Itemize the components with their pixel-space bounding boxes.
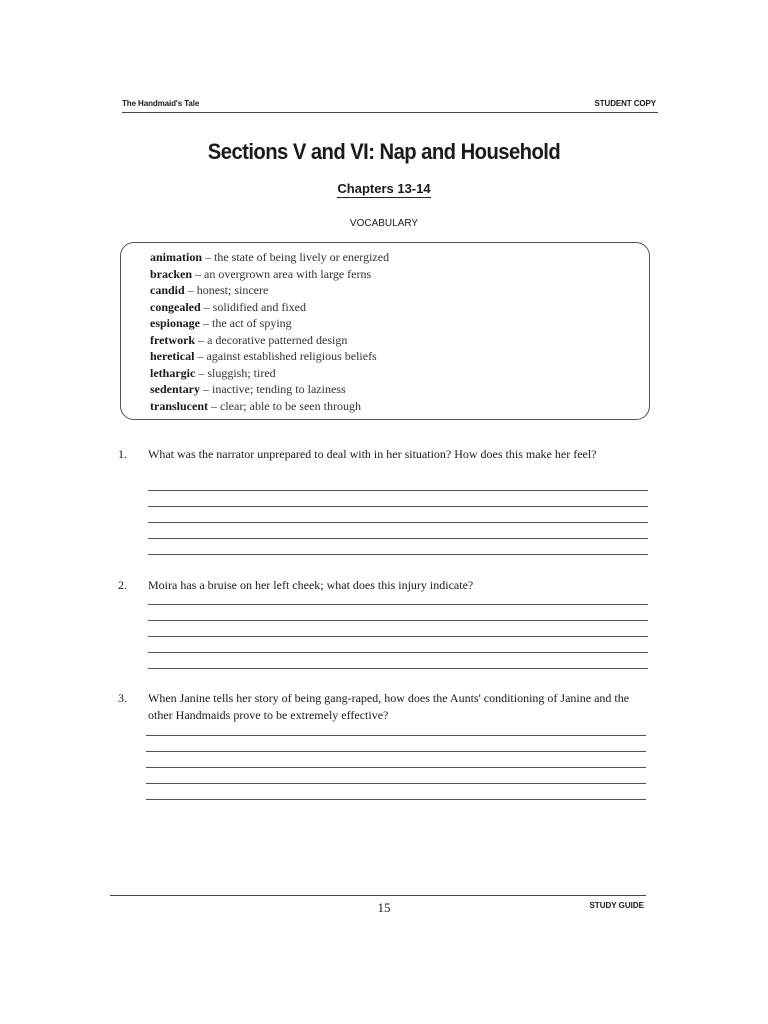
vocab-definition: – against established religious beliefs — [194, 349, 377, 363]
answer-line[interactable] — [146, 767, 646, 768]
vocab-definition: – solidified and fixed — [200, 299, 306, 314]
answer-line[interactable] — [146, 735, 646, 736]
vocab-item — [150, 365, 389, 382]
vocab-item — [150, 266, 389, 283]
vocabulary-list — [150, 249, 389, 414]
page-title: Sections V and VI: Nap and Household — [207, 139, 561, 164]
question-text: When Janine tells her story of being gang-raped, how does the Aunts' conditioning of Janine and the other Handmaids prove to be extremely effective? — [148, 691, 630, 722]
answer-line[interactable] — [148, 620, 648, 621]
answer-line[interactable] — [148, 604, 648, 605]
answer-line[interactable] — [148, 636, 648, 637]
question-number: 1. — [118, 447, 127, 461]
page-header — [122, 98, 658, 113]
vocab-definition: – sluggish; tired — [195, 365, 276, 380]
vocab-definition: – inactive; tending to laziness — [200, 382, 346, 396]
answer-line[interactable] — [148, 538, 648, 539]
answer-line[interactable] — [148, 652, 648, 653]
vocab-term: fretwork — [150, 332, 196, 347]
vocab-definition: – the act of spying — [200, 316, 292, 330]
vocabulary-heading: VOCABULARY — [349, 218, 419, 229]
question-number: 2. — [118, 578, 127, 592]
vocab-definition: – the state of being lively or energized — [202, 250, 390, 264]
page-number: 15 — [377, 900, 391, 915]
vocab-term: espionage — [150, 316, 201, 330]
vocab-term: congealed — [150, 299, 201, 314]
answer-line[interactable] — [148, 554, 648, 555]
question-text: Moira has a bruise on her left cheek; what does this injury indicate? — [148, 578, 474, 592]
vocab-item — [150, 381, 389, 398]
vocab-item — [150, 249, 389, 266]
vocab-item — [150, 299, 389, 316]
answer-line[interactable] — [148, 506, 648, 507]
vocab-term: translucent — [150, 398, 208, 413]
vocab-term: heretical — [150, 349, 195, 363]
vocab-term: candid — [150, 283, 185, 297]
study-guide-label: STUDY GUIDE — [589, 901, 644, 910]
answer-line[interactable] — [146, 751, 646, 752]
chapters-subtitle — [0, 181, 768, 196]
answer-line[interactable] — [148, 668, 648, 669]
answer-line[interactable] — [146, 799, 646, 800]
vocab-item — [150, 332, 389, 349]
vocab-term: lethargic — [150, 365, 196, 380]
answer-line[interactable] — [148, 490, 648, 491]
question-number: 3. — [118, 691, 127, 705]
vocab-item — [150, 315, 389, 332]
copy-label: STUDENT COPY — [594, 99, 656, 108]
vocab-item — [150, 348, 389, 365]
vocab-item — [150, 282, 389, 299]
question-text: What was the narrator unprepared to deal with in her situation? How does this make her feel? — [148, 447, 597, 461]
vocab-term: sedentary — [150, 382, 200, 396]
vocab-definition: – honest; sincere — [184, 283, 269, 297]
answer-line[interactable] — [148, 522, 648, 523]
chapters-subtitle-text: Chapters 13-14 — [337, 181, 431, 196]
answer-line[interactable] — [146, 783, 646, 784]
vocab-term: animation — [150, 250, 203, 264]
vocab-term: bracken — [150, 266, 192, 281]
vocab-definition: – clear; able to be seen through — [208, 398, 361, 413]
footer-divider — [110, 895, 646, 896]
vocab-definition: – a decorative patterned design — [195, 332, 348, 347]
vocab-definition: – an overgrown area with large ferns — [192, 266, 372, 281]
book-title: The Handmaid's Tale — [122, 99, 200, 108]
vocab-item — [150, 398, 389, 415]
